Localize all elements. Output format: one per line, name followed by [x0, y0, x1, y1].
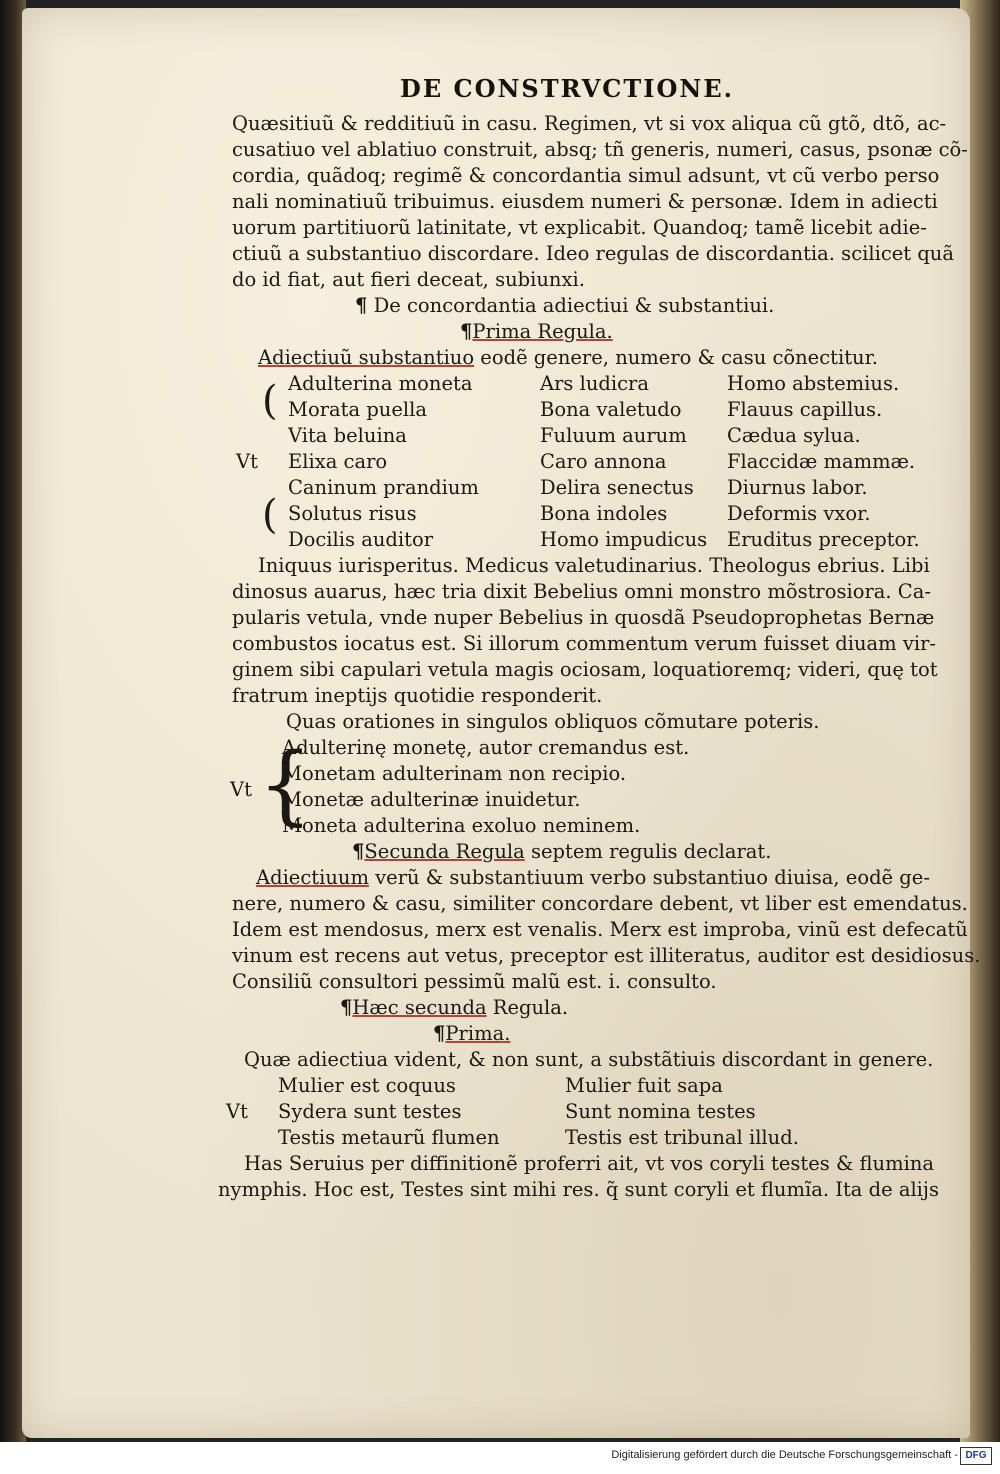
para2-line: combustos iocatus est. Si illorum commentum verum fuisset diuam vir-	[232, 632, 937, 655]
intro-line: Quæsitiuũ & redditiuũ in casu. Regimen, vt si vox aliqua cũ gtõ, dtõ, ac-	[232, 112, 947, 135]
pilcrow-icon: ¶	[352, 840, 365, 863]
example-col3-row: Cædua sylua.	[727, 424, 861, 447]
example-col2-row: Caro annona	[540, 450, 667, 473]
example-col2-row: Ars ludicra	[540, 372, 649, 395]
intro-line: cordia, quãdoq; regimẽ & concordantia simul adsunt, vt cũ verbo perso	[232, 164, 940, 187]
prima-example-right: Sunt nomina testes	[565, 1100, 756, 1123]
para3-line: Adiectiuum verũ & substantiuum verbo substantiuo diuisa, eodẽ ge-	[256, 866, 930, 889]
example-col1-row: Adulterina moneta	[288, 372, 473, 395]
prima-example-right: Mulier fuit sapa	[565, 1074, 723, 1097]
example-col1-row: Vita beluina	[288, 424, 407, 447]
example-col3-row: Diurnus labor.	[727, 476, 868, 499]
para2-line: fratrum ineptijs quotidie responderit.	[232, 684, 603, 707]
example-col1-row: Docilis auditor	[288, 528, 434, 551]
vt-label: Vt	[226, 1100, 248, 1123]
intro-line: uorum partitiuorũ latinitate, vt explicabit. Quandoq; tamẽ licebit adie-	[232, 216, 927, 239]
pilcrow-icon: ¶	[355, 294, 368, 317]
para2-line: pularis vetula, vnde nuper Bebelius in quosdã Pseudoprophetas Bernæ	[232, 606, 935, 629]
example-col1-row: Elixa caro	[288, 450, 388, 473]
left-paren-icon: (	[262, 492, 278, 538]
prima-example-left: Mulier est coquus	[278, 1074, 456, 1097]
rule1-title: ¶Prima Regula.	[460, 320, 613, 343]
vt-label: Vt	[230, 778, 252, 801]
example-col2-row: Delira senectus	[540, 476, 694, 499]
obliquos-line: Quas orationes in singulos obliquos cõmutare poteris.	[286, 710, 820, 733]
rule1-text: Adiectiuũ substantiuo eodẽ genere, numero & casu cõnectitur.	[258, 346, 878, 369]
obliquos-example: Monetæ adulterinæ inuidetur.	[282, 788, 581, 811]
rule2-title: ¶Secunda Regula septem regulis declarat.	[352, 840, 772, 863]
pilcrow-icon: ¶	[460, 320, 473, 343]
section-title: ¶ De concordantia adiectiui & substantiui.	[355, 294, 775, 317]
para2-line: Iniquus iurisperitus. Medicus valetudinarius. Theologus ebrius. Libi	[258, 554, 930, 577]
intro-line: cusatiuo vel ablatiuo construit, absq; tñ generis, numeri, casus, psonæ cõ-	[232, 138, 968, 161]
example-col3-row: Homo abstemius.	[727, 372, 900, 395]
left-brace-icon: {	[258, 735, 313, 835]
pilcrow-icon: ¶	[433, 1022, 446, 1045]
page-heading: DE CONSTRVCTIONE.	[400, 74, 734, 103]
para2-line: dinosus auarus, hæc tria dixit Bebelius omni monstro mõstrosiora. Ca-	[232, 580, 931, 603]
intro-line: nali nominatiuũ tribuimus. eiusdem numeri & personæ. Idem in adiecti	[232, 190, 938, 213]
example-col2-row: Fuluum aurum	[540, 424, 687, 447]
haec-title: ¶Hæc secunda Regula.	[340, 996, 569, 1019]
vt-label: Vt	[236, 450, 258, 473]
example-col2-row: Homo impudicus	[540, 528, 708, 551]
example-col3-row: Eruditus preceptor.	[727, 528, 920, 551]
intro-line: do id fiat, aut fieri deceat, subiunxi.	[232, 268, 585, 291]
final-line: nymphis. Hoc est, Testes sint mihi res. q̃ sunt coryli et flumĩa. Ita de alijs	[218, 1178, 939, 1201]
left-paren-icon: (	[262, 378, 278, 424]
para3-line: nere, numero & casu, similiter concordare debent, vt liber est emendatus.	[232, 892, 968, 915]
para2-line: ginem sibi capulari vetula magis ociosam, loquatioremq; videri, quę tot	[232, 658, 938, 681]
prima-title: ¶Prima.	[433, 1022, 511, 1045]
prima-example-left: Testis metaurũ flumen	[278, 1126, 500, 1149]
para3-line: Consiliũ consultori pessimũ malũ est. i. consulto.	[232, 970, 717, 993]
obliquos-example: Adulterinę monetę, autor cremandus est.	[282, 736, 690, 759]
example-col3-row: Flaccidæ mammæ.	[727, 450, 916, 473]
dfg-logo: DFG	[960, 1447, 992, 1465]
example-col2-row: Bona indoles	[540, 502, 668, 525]
footer-credit: Digitalisierung gefördert durch die Deutsche Forschungsgemeinschaft -	[611, 1449, 958, 1461]
final-line: Has Seruius per diffinitionẽ proferri ait, vt vos coryli testes & flumina	[244, 1152, 935, 1175]
prima-example-right: Testis est tribunal illud.	[565, 1126, 799, 1149]
example-col2-row: Bona valetudo	[540, 398, 682, 421]
obliquos-example: Monetam adulterinam non recipio.	[282, 762, 627, 785]
example-col3-row: Flauus capillus.	[727, 398, 883, 421]
obliquos-example: Moneta adulterina exoluo neminem.	[282, 814, 641, 837]
para3-line: vinum est recens aut vetus, preceptor est illiteratus, auditor est desidiosus.	[232, 944, 981, 967]
example-col1-row: Caninum prandium	[288, 476, 479, 499]
example-col3-row: Deformis vxor.	[727, 502, 871, 525]
example-col1-row: Morata puella	[288, 398, 427, 421]
prima-rule: Quæ adiectiua vident, & non sunt, a substãtiuis discordant in genere.	[244, 1048, 934, 1071]
prima-example-left: Sydera sunt testes	[278, 1100, 462, 1123]
example-col1-row: Solutus risus	[288, 502, 417, 525]
pilcrow-icon: ¶	[340, 996, 353, 1019]
para3-line: Idem est mendosus, merx est venalis. Merx est improba, vinũ est defecatũ	[232, 918, 968, 941]
intro-line: ctiuũ a substantiuo discordare. Ideo regulas de discordantia. scilicet quã	[232, 242, 954, 265]
